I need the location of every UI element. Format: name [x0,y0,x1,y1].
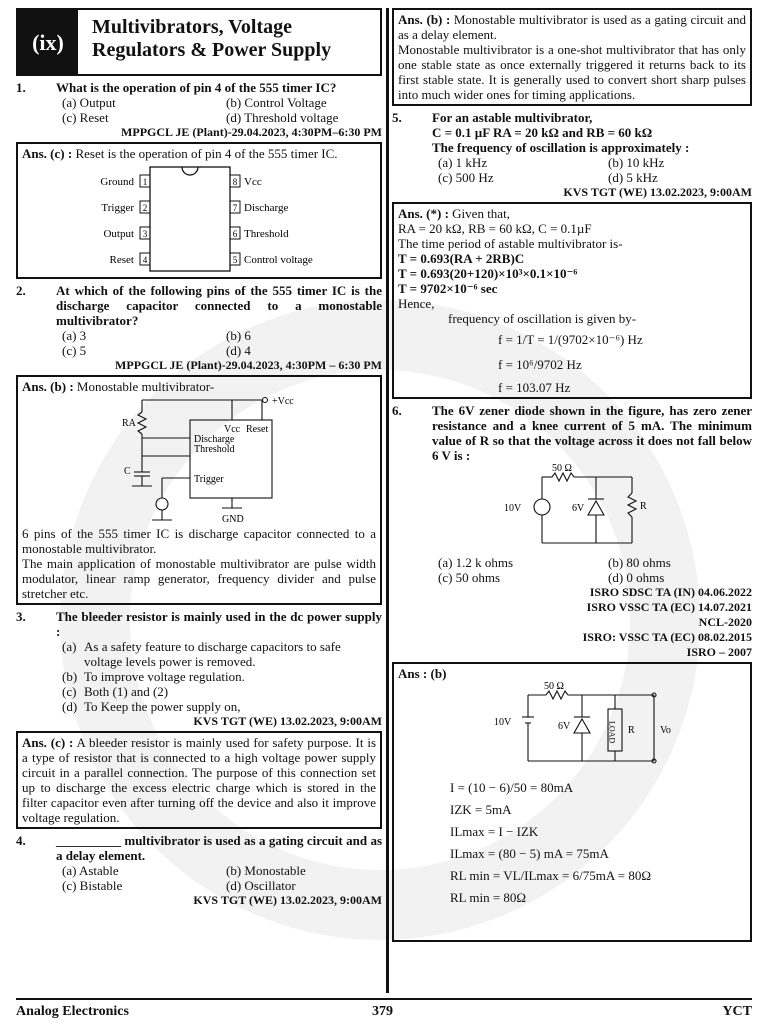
answer-label: Ans. (c) : [22,735,74,750]
exam-source: ISRO VSSC TA (EC) 14.07.2021 [586,600,752,614]
option: (b) 6 [226,328,251,343]
pin-label: Ground [100,176,134,188]
zener-circuit-diagram [392,463,752,555]
section-title-line1: Multivibrators, Voltage [92,16,292,38]
option [62,684,382,699]
load-resistor-label: R [628,725,635,736]
option: (c) Bistable [62,878,123,893]
source-voltage-label: 10V [494,717,512,728]
question-4 [16,833,382,863]
option-text: To improve voltage regulation. [84,669,245,684]
page-number: 379 [372,1004,393,1019]
option: (a) Output [62,95,116,110]
option [62,669,382,684]
answer-box [392,202,752,399]
exam-source: KVS TGT (WE) 13.02.2023, 9:00AM [193,714,382,728]
option: (a) 1 kHz [438,155,488,170]
exam-source: KVS TGT (WE) 13.02.2023, 9:00AM [193,893,382,907]
calc-line: I = (10 − 6)/50 = 80mA [450,780,574,795]
option-text: As a safety feature to discharge capacitors to safe voltage levels power is removed. [84,639,341,669]
series-resistor-label: 50 Ω [552,463,572,474]
question-text: The bleeder resistor is mainly used in the dc power supply : [56,609,382,639]
reset-pin-label: Reset [246,424,269,435]
exam-source: ISRO – 2007 [686,645,752,659]
monostable-circuit-diagram [22,394,378,526]
answer-line: frequency of oscillation is given by- [448,311,637,326]
option: (c) 500 Hz [438,170,494,185]
series-resistor-label: 50 Ω [544,681,564,692]
exam-source: KVS TGT (WE) 13.02.2023, 9:00AM [563,185,752,199]
pin-label: Control voltage [244,254,313,266]
left-column [16,8,382,908]
question-3 [16,609,382,639]
answer-line: Hence, [398,296,435,311]
options [16,95,382,125]
answer-text: Reset is the operation of pin 4 of the 555 timer IC. [75,146,338,161]
option: (b) 80 ohms [608,555,671,570]
pin-number: 1 [142,177,148,187]
page-footer [16,998,752,1019]
answer-line: RA = 20 kΩ, RB = 60 kΩ, C = 0.1µF [398,221,592,236]
calc-line: RL min = 80Ω [450,890,527,905]
answer-label: Ans. (b) : [398,12,451,27]
zener-load-circuit-diagram [398,681,748,771]
answer-label: Ans. (c) : [22,146,73,161]
option-label: (a) [62,639,77,654]
option: (a) Astable [62,863,119,878]
answer-box [16,142,382,279]
ic-555-pinout-diagram [22,163,378,275]
load-label: LOAD [607,721,617,744]
threshold-pin-label: Threshold [194,444,235,455]
options [16,639,382,714]
source-voltage-label: 10V [504,503,522,514]
option: (c) Reset [62,110,109,125]
section-header [16,8,382,76]
zener-label: 6V [572,503,585,514]
option: (d) 4 [226,343,251,358]
question-number: 4. [16,833,26,848]
answer-paragraph: Monostable multivibrator is a one-shot multivibrator that has only one stable state as once externally triggered it returns back to its first stable state. It is generally used to convert short sharp pulses into much wider ones for timing applications. [398,42,746,102]
answer-box [392,662,752,942]
load-resistor-label: R [640,501,647,512]
question-1 [16,80,382,95]
option [62,699,382,714]
question-text: The 6V zener diode shown in the figure, has zero zener resistance and a knee current of 5 mA. The minimum value of R so that the voltage across it does not fall below 6 V is : [432,403,752,463]
pin-number: 2 [142,203,148,213]
vcc-label: +Vcc [272,396,294,407]
answer-paragraph: 6 pins of the 555 timer IC is discharge capacitor connected to a monostable multivibrator. [22,526,376,556]
exam-source: ISRO: VSSC TA (EC) 08.02.2015 [582,630,752,644]
gnd-label: GND [222,514,244,525]
option-label: (d) [62,699,78,714]
calc-line: RL min = VL/ILmax = 6/75mA = 80Ω [450,868,652,883]
pin-number: 4 [142,255,148,265]
pin-number: 8 [232,177,238,187]
option: (c) 50 ohms [438,570,501,585]
pin-number: 3 [142,229,148,239]
ra-label: RA [122,418,136,429]
vcc-pin-label: Vcc [224,424,241,435]
pin-number: 7 [232,203,238,213]
options [16,328,382,358]
answer-line: T = 0.693(RA + 2RB)C [398,251,525,266]
option-label: (c) [62,684,77,699]
question-text: At which of the following pins of the 555 timer IC is the discharge capacitor connected to a monostable multivibrator? [56,283,382,328]
question-number: 1. [16,80,26,95]
pin-label: Discharge [244,202,289,214]
c-label: C [124,466,131,477]
question-text: The frequency of oscillation is approximately : [432,140,690,155]
option: (b) Control Voltage [226,95,327,110]
answer-box [16,731,382,829]
exam-source: NCL-2020 [698,615,752,629]
exam-source: ISRO SDSC TA (IN) 04.06.2022 [589,585,752,599]
answer-box [16,375,382,605]
answer-text: Monostable multivibrator- [76,379,215,394]
answer-text: A bleeder resistor is mainly used for safety purpose. It is a type of resistor that is connected to a high voltage power supply circuit in a parallel connection. The purpose of this connection set up to discharge the excess electric charge which is stored in the filter capacitor even after turning off the device and also it improve voltage regulation. [22,735,377,825]
option-text: To Keep the power supply on, [84,699,241,714]
option: (b) 10 kHz [608,155,665,170]
answer-label: Ans. (b) : [22,379,74,394]
answer-text: Monostable multivibrator is used as a gating circuit and as a delay element. [398,12,746,42]
options [16,863,382,893]
calc-line: ILmax = (80 − 5) mA = 75mA [450,846,609,861]
column-divider [386,8,389,993]
answer-line: The time period of astable multivibrator is- [398,236,623,251]
question-number: 5. [392,110,402,125]
question-text: What is the operation of pin 4 of the 555 timer IC? [56,80,337,95]
pin-label: Vcc [244,176,262,188]
calc-line: IZK = 5mA [450,802,512,817]
footer-subject: Analog Electronics [16,1004,129,1019]
formula: f = 10⁶/9702 Hz [498,357,582,372]
option [62,639,382,669]
option: (a) 1.2 k ohms [438,555,514,570]
option: (d) 5 kHz [608,170,658,185]
discharge-pin-label: Discharge [194,434,235,445]
section-number: (ix) [18,10,78,74]
question-text: For an astable multivibrator, [432,110,593,125]
option: (b) Monostable [226,863,306,878]
pin-number: 6 [232,229,238,239]
pin-label: Reset [109,254,134,266]
formula: f = 103.07 Hz [498,380,571,395]
answer-label: Ans. (*) : [398,206,449,221]
answer-box [392,8,752,106]
answer-line: T = 9702×10⁻⁶ sec [398,281,498,296]
footer-publisher: YCT [722,1004,752,1019]
option: (d) Threshold voltage [226,110,339,125]
option: (a) 3 [62,328,87,343]
section-title-line2: Regulators & Power Supply [92,39,332,61]
output-voltage-label: Vo [660,725,671,736]
section-title [78,10,380,74]
option-text: Both (1) and (2) [84,684,169,699]
option: (c) 5 [62,343,87,358]
question-5 [392,110,752,125]
trigger-pin-label: Trigger [194,474,224,485]
answer-label: Ans : (b) [398,666,447,681]
exam-source: MPPGCL JE (Plant)-29.04.2023, 4:30PM–6:30 PM [121,125,382,139]
pin-label: Output [103,228,134,240]
question-number: 3. [16,609,26,624]
calculation [398,777,746,909]
formula: f = 1/T = 1/(9702×10⁻⁶) Hz [498,332,643,347]
calc-line: ILmax = I − IZK [450,824,539,839]
question-2 [16,283,382,328]
question-number: 6. [392,403,402,418]
options [392,555,752,585]
question-6 [392,403,752,463]
option: (d) Oscillator [226,878,296,893]
options [392,155,752,185]
question-text: __________ multivibrator is used as a gating circuit and as a delay element. [56,833,382,863]
question-number: 2. [16,283,26,298]
question-given: C = 0.1 µF RA = 20 kΩ and RB = 60 kΩ [432,125,653,140]
pin-label: Threshold [244,228,289,240]
pin-number: 5 [232,255,238,265]
option: (d) 0 ohms [608,570,665,585]
pin-label: Trigger [101,202,134,214]
exam-source: MPPGCL JE (Plant)-29.04.2023, 4:30PM – 6:30 PM [115,358,382,372]
right-column [392,8,752,946]
option-label: (b) [62,669,78,684]
answer-text: Given that, [452,206,510,221]
zener-label: 6V [558,721,571,732]
answer-paragraph: The main application of monostable multivibrator are pulse width modulator, linear ramp generator, frequency divider and pulse stretcher etc. [22,556,376,601]
answer-line: T = 0.693(20+120)×10³×0.1×10⁻⁶ [398,266,578,281]
